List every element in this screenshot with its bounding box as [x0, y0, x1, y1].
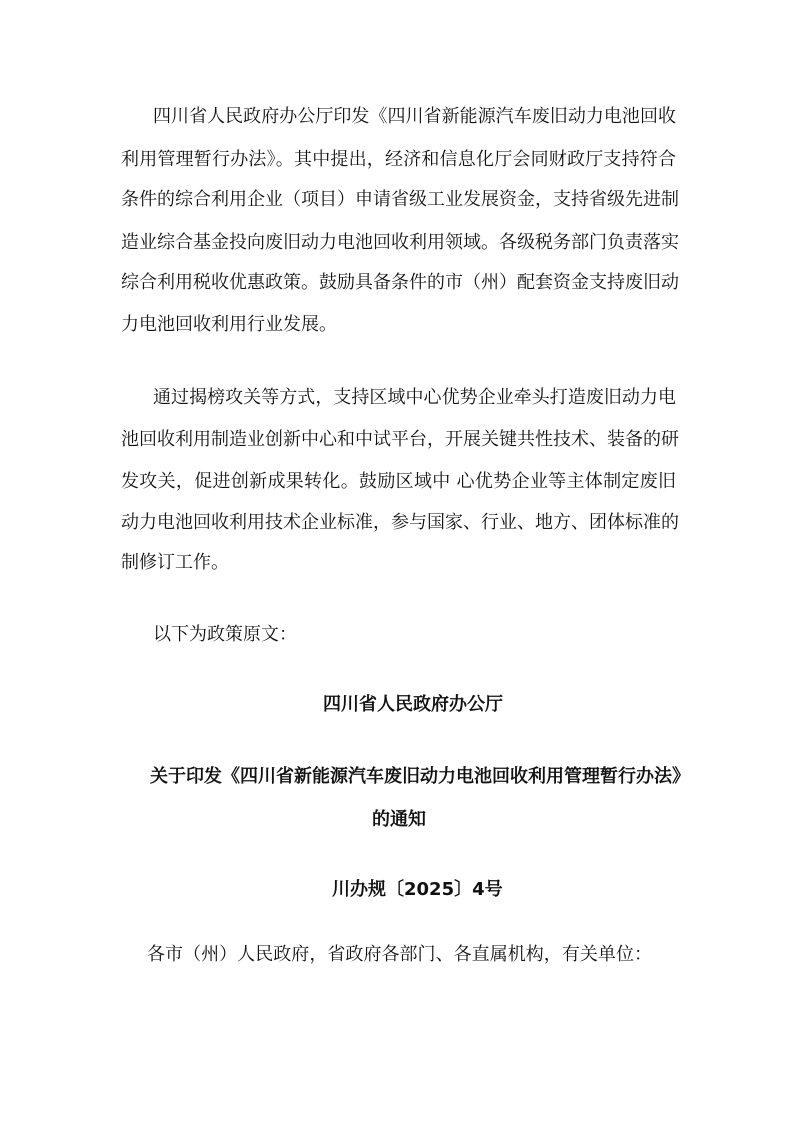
intro-text: 以下为政策原文： [153, 624, 297, 645]
paragraph-line: 条件的综合利用企业（项目）申请省级工业发展资金，支持省级先进制 [121, 189, 679, 210]
paragraph-line: 造业综合基金投向废旧动力电池回收利用领域。各级税务部门负责落实 [121, 232, 679, 253]
document-title-line-2: 的通知 [372, 809, 426, 830]
paragraph-line: 池回收利用制造业创新中心和中试平台，开展关键共性技术、装备的研 [121, 429, 679, 450]
paragraph-line: 通过揭榜攻关等方式，支持区域中心优势企业牵头打造废旧动力电 [153, 387, 676, 408]
issuer-heading: 四川省人民政府办公厅 [323, 694, 503, 715]
document-number: 川办规〔2025〕4号 [332, 879, 503, 900]
paragraph-line: 利用管理暂行办法》。其中提出，经济和信息化厅会同财政厅支持符合 [121, 149, 676, 170]
document-title-line-1: 关于印发《四川省新能源汽车废旧动力电池回收利用管理暂行办法》 [150, 766, 690, 787]
paragraph-line: 四川省人民政府办公厅印发《四川省新能源汽车废旧动力电池回收 [153, 106, 676, 127]
paragraph-line: 综合利用税收优惠政策。鼓励具备条件的市（州）配套资金支持废旧动 [121, 272, 679, 293]
paragraph-line: 力电池回收利用行业发展。 [121, 314, 337, 335]
paragraph-line: 发攻关，促进创新成果转化。鼓励区域中 心优势企业等主体制定废旧 [121, 471, 676, 492]
addressee-line: 各市（州）人民政府，省政府各部门、各直属机构，有关单位： [147, 944, 652, 965]
paragraph-line: 动力电池回收利用技术企业标准，参与国家、行业、地方、团体标准的 [121, 512, 679, 533]
paragraph-line: 制修订工作。 [121, 552, 229, 573]
